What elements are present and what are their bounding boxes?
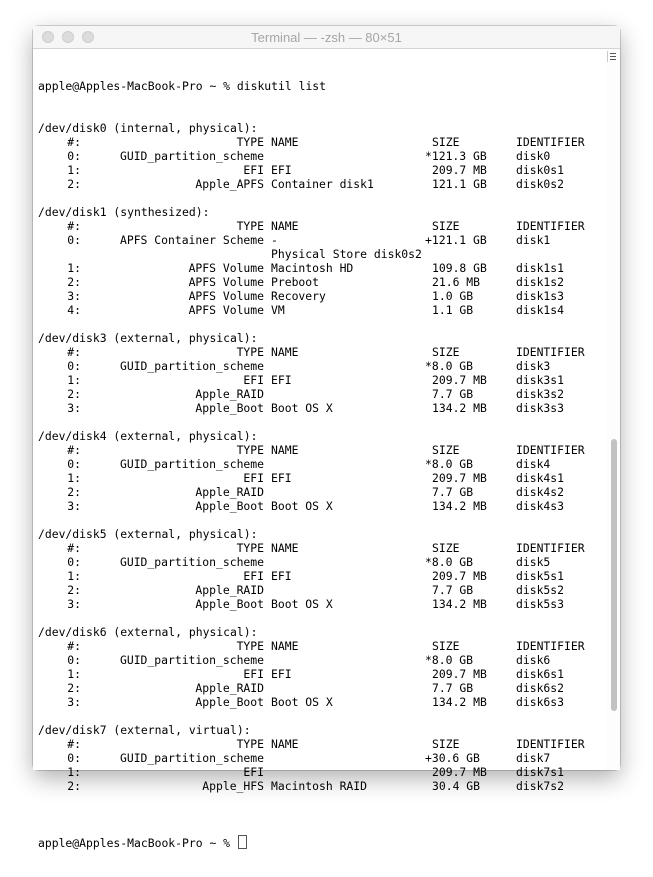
partition-name: Boot OS X <box>271 597 333 611</box>
prompt: apple@Apples-MacBook-Pro ~ % <box>38 79 237 93</box>
terminal-window <box>33 26 620 850</box>
header-name: NAME <box>271 443 299 457</box>
partition-number: 2: <box>67 177 81 191</box>
blank-line <box>38 317 598 331</box>
partition-type: EFI <box>243 373 264 387</box>
partition-type: Apple_RAID <box>195 485 264 499</box>
partition-identifier: disk4s3 <box>516 499 565 513</box>
partition-identifier: disk5s2 <box>516 583 565 597</box>
partition-size: 21.6 MB <box>432 275 481 289</box>
header-size: SIZE <box>432 345 460 359</box>
partition-size: *8.0 GB <box>425 359 474 373</box>
partition-row <box>38 275 598 289</box>
partition-size: 134.2 MB <box>432 401 487 415</box>
partition-identifier: disk3s2 <box>516 387 565 401</box>
partition-size: 1.1 GB <box>432 303 474 317</box>
partition-type: Apple_Boot <box>195 499 264 513</box>
header-num: #: <box>67 219 81 233</box>
header-num: #: <box>67 135 81 149</box>
column-header <box>38 135 598 149</box>
partition-size: 7.7 GB <box>432 681 474 695</box>
blank-line <box>38 709 598 723</box>
header-identifier: IDENTIFIER <box>516 135 585 149</box>
header-name: NAME <box>271 135 299 149</box>
partition-name: - <box>271 233 278 247</box>
partition-size: *121.3 GB <box>425 149 487 163</box>
partition-identifier: disk3 <box>516 359 551 373</box>
partition-identifier: disk3s1 <box>516 373 565 387</box>
partition-number: 1: <box>67 667 81 681</box>
partition-size: +30.6 GB <box>425 751 480 765</box>
partition-size: 1.0 GB <box>432 289 474 303</box>
column-header <box>38 737 598 751</box>
partition-size: 121.1 GB <box>432 177 487 191</box>
partition-name: Container disk1 <box>271 177 374 191</box>
final-prompt-line <box>38 835 598 849</box>
header-num: #: <box>67 345 81 359</box>
partition-row <box>38 149 598 163</box>
partition-number: 3: <box>67 401 81 415</box>
blank-line <box>38 513 598 527</box>
partition-row <box>38 499 598 513</box>
partition-number: 0: <box>67 751 81 765</box>
partition-number: 3: <box>67 695 81 709</box>
blank-line <box>38 793 598 807</box>
header-name: NAME <box>271 737 299 751</box>
header-type: TYPE <box>236 135 264 149</box>
disk-title: /dev/disk5 (external, physical): <box>38 527 258 541</box>
partition-type: APFS Volume <box>188 289 264 303</box>
partition-identifier: disk0s1 <box>516 163 565 177</box>
header-size: SIZE <box>432 135 460 149</box>
partition-number: 3: <box>67 289 81 303</box>
partition-name: Macintosh HD <box>271 261 354 275</box>
partition-row <box>38 751 598 765</box>
header-identifier: IDENTIFIER <box>516 443 585 457</box>
partition-size: 209.7 MB <box>432 373 487 387</box>
partition-type: GUID_partition_scheme <box>119 653 264 667</box>
partition-identifier: disk6s1 <box>516 667 565 681</box>
partition-type: GUID_partition_scheme <box>119 359 264 373</box>
partition-identifier: disk7s1 <box>516 765 565 779</box>
partition-identifier: disk1s2 <box>516 275 565 289</box>
partition-identifier: disk1s3 <box>516 289 565 303</box>
partition-size: 109.8 GB <box>432 261 487 275</box>
partition-identifier: disk4s1 <box>516 471 565 485</box>
partition-row <box>38 653 598 667</box>
header-num: #: <box>67 737 81 751</box>
partition-name: Boot OS X <box>271 499 333 513</box>
partition-type: GUID_partition_scheme <box>119 555 264 569</box>
partition-size: 209.7 MB <box>432 163 487 177</box>
header-identifier: IDENTIFIER <box>516 345 585 359</box>
header-num: #: <box>67 443 81 457</box>
column-header <box>38 443 598 457</box>
column-header <box>38 345 598 359</box>
partition-name: Preboot <box>271 275 320 289</box>
partition-row <box>38 457 598 471</box>
header-type: TYPE <box>236 219 264 233</box>
partition-number: 2: <box>67 387 81 401</box>
partition-identifier: disk1 <box>516 233 551 247</box>
partition-type: GUID_partition_scheme <box>119 457 264 471</box>
blank-line <box>38 191 598 205</box>
partition-number: 0: <box>67 359 81 373</box>
header-type: TYPE <box>236 443 264 457</box>
partition-identifier: disk0s2 <box>516 177 565 191</box>
partition-size: *8.0 GB <box>425 555 474 569</box>
partition-number: 3: <box>67 499 81 513</box>
partition-name: Boot OS X <box>271 401 333 415</box>
header-name: NAME <box>271 639 299 653</box>
partition-row <box>38 303 598 317</box>
partition-name: Boot OS X <box>271 695 333 709</box>
header-identifier: IDENTIFIER <box>516 737 585 751</box>
disk-list <box>38 121 598 807</box>
header-size: SIZE <box>432 443 460 457</box>
disk-title: /dev/disk0 (internal, physical): <box>38 121 258 135</box>
partition-row <box>38 765 598 779</box>
partition-size: 134.2 MB <box>432 597 487 611</box>
partition-size: 209.7 MB <box>432 667 487 681</box>
partition-type: Apple_Boot <box>195 401 264 415</box>
column-header <box>38 541 598 555</box>
terminal-content[interactable] <box>33 49 620 850</box>
header-identifier: IDENTIFIER <box>516 541 585 555</box>
partition-size: *8.0 GB <box>425 653 474 667</box>
partition-number: 4: <box>67 303 81 317</box>
terminal-output[interactable] <box>38 51 598 877</box>
partition-number: 2: <box>67 681 81 695</box>
header-size: SIZE <box>432 737 460 751</box>
partition-row <box>38 667 598 681</box>
partition-identifier: disk7 <box>516 751 551 765</box>
header-type: TYPE <box>236 639 264 653</box>
partition-size: 134.2 MB <box>432 499 487 513</box>
partition-type: Apple_RAID <box>195 583 264 597</box>
partition-size: 7.7 GB <box>432 387 474 401</box>
partition-identifier: disk1s4 <box>516 303 565 317</box>
partition-type: EFI <box>243 471 264 485</box>
partition-number: 1: <box>67 163 81 177</box>
partition-type: Apple_RAID <box>195 387 264 401</box>
partition-row <box>38 569 598 583</box>
partition-identifier: disk3s3 <box>516 401 565 415</box>
partition-number: 1: <box>67 569 81 583</box>
partition-type: Apple_RAID <box>195 681 264 695</box>
partition-row <box>38 163 598 177</box>
command: diskutil list <box>236 79 327 93</box>
partition-type: APFS Container Scheme <box>119 233 264 247</box>
partition-identifier: disk1s1 <box>516 261 565 275</box>
partition-number: 1: <box>67 373 81 387</box>
partition-number: 2: <box>67 779 81 793</box>
partition-identifier: disk4 <box>516 457 551 471</box>
final-prompt: apple@Apples-MacBook-Pro ~ % <box>38 836 237 850</box>
header-name: NAME <box>271 541 299 555</box>
partition-row <box>38 401 598 415</box>
partition-type: Apple_Boot <box>195 695 264 709</box>
disk-title: /dev/disk1 (synthesized): <box>38 205 210 219</box>
partition-type: APFS Volume <box>188 275 264 289</box>
partition-number: 0: <box>67 653 81 667</box>
header-size: SIZE <box>432 219 460 233</box>
disk-title: /dev/disk6 (external, physical): <box>38 625 258 639</box>
partition-size: *8.0 GB <box>425 457 474 471</box>
partition-type: EFI <box>243 667 264 681</box>
partition-type: APFS Volume <box>188 303 264 317</box>
partition-name: Macintosh RAID <box>271 779 368 793</box>
partition-size: 209.7 MB <box>432 471 487 485</box>
partition-type: Apple_Boot <box>195 597 264 611</box>
partition-size: 30.4 GB <box>432 779 481 793</box>
partition-name: EFI <box>271 163 292 177</box>
partition-row <box>38 247 598 261</box>
partition-identifier: disk6 <box>516 653 551 667</box>
partition-row <box>38 233 598 247</box>
partition-row <box>38 373 598 387</box>
partition-number: 1: <box>67 765 81 779</box>
column-header <box>38 219 598 233</box>
header-size: SIZE <box>432 541 460 555</box>
partition-type: Apple_APFS <box>195 177 264 191</box>
partition-number: 1: <box>67 261 81 275</box>
partition-type: GUID_partition_scheme <box>119 751 264 765</box>
partition-row <box>38 261 598 275</box>
partition-number: 2: <box>67 485 81 499</box>
partition-row <box>38 485 598 499</box>
partition-identifier: disk7s2 <box>516 779 565 793</box>
scroll-thumb[interactable] <box>611 439 617 711</box>
partition-identifier: disk6s2 <box>516 681 565 695</box>
partition-name: EFI <box>271 569 292 583</box>
split-pane-icon[interactable] <box>607 51 618 62</box>
partition-size: +121.1 GB <box>425 233 487 247</box>
window-title: Terminal — -zsh — 80×51 <box>251 30 402 45</box>
partition-size: 7.7 GB <box>432 485 474 499</box>
header-num: #: <box>67 541 81 555</box>
header-type: TYPE <box>236 541 264 555</box>
partition-identifier: disk5 <box>516 555 551 569</box>
header-type: TYPE <box>236 737 264 751</box>
partition-row <box>38 177 598 191</box>
partition-row <box>38 681 598 695</box>
partition-number: 2: <box>67 583 81 597</box>
blank-line <box>38 611 598 625</box>
partition-name: EFI <box>271 373 292 387</box>
header-size: SIZE <box>432 639 460 653</box>
header-identifier: IDENTIFIER <box>516 219 585 233</box>
partition-row <box>38 695 598 709</box>
text-cursor <box>238 835 247 849</box>
partition-name: VM <box>271 303 285 317</box>
header-name: NAME <box>271 345 299 359</box>
partition-row <box>38 555 598 569</box>
partition-row <box>38 289 598 303</box>
header-num: #: <box>67 639 81 653</box>
partition-number: 2: <box>67 275 81 289</box>
partition-size: 209.7 MB <box>432 569 487 583</box>
partition-number: 0: <box>67 457 81 471</box>
partition-name: Recovery <box>271 289 326 303</box>
partition-size: 7.7 GB <box>432 583 474 597</box>
blank-line <box>38 415 598 429</box>
partition-identifier: disk4s2 <box>516 485 565 499</box>
partition-type: Apple_HFS <box>202 779 264 793</box>
partition-identifier: disk6s3 <box>516 695 565 709</box>
partition-type: EFI <box>243 569 264 583</box>
column-header <box>38 639 598 653</box>
disk-title: /dev/disk7 (external, virtual): <box>38 723 251 737</box>
partition-row <box>38 471 598 485</box>
partition-size: 209.7 MB <box>432 765 487 779</box>
header-identifier: IDENTIFIER <box>516 639 585 653</box>
partition-row <box>38 583 598 597</box>
partition-size: 134.2 MB <box>432 695 487 709</box>
header-type: TYPE <box>236 345 264 359</box>
partition-identifier: disk5s1 <box>516 569 565 583</box>
partition-identifier: disk5s3 <box>516 597 565 611</box>
disk-title: /dev/disk4 (external, physical): <box>38 429 258 443</box>
partition-type: EFI <box>243 163 264 177</box>
partition-number: 0: <box>67 149 81 163</box>
partition-number: 0: <box>67 555 81 569</box>
partition-type: EFI <box>243 765 264 779</box>
partition-row <box>38 597 598 611</box>
partition-name: Physical Store disk0s2 <box>271 247 422 261</box>
partition-row <box>38 779 598 793</box>
vertical-scrollbar[interactable] <box>606 49 620 770</box>
disk-title: /dev/disk3 (external, physical): <box>38 331 258 345</box>
partition-type: APFS Volume <box>188 261 264 275</box>
partition-type: GUID_partition_scheme <box>119 149 264 163</box>
partition-row <box>38 359 598 373</box>
partition-row <box>38 387 598 401</box>
partition-identifier: disk0 <box>516 149 551 163</box>
partition-name: EFI <box>271 471 292 485</box>
partition-number: 0: <box>67 233 81 247</box>
title-bar[interactable] <box>33 26 620 49</box>
header-name: NAME <box>271 219 299 233</box>
partition-name: EFI <box>271 667 292 681</box>
partition-number: 1: <box>67 471 81 485</box>
command-line <box>38 79 598 93</box>
partition-number: 3: <box>67 597 81 611</box>
